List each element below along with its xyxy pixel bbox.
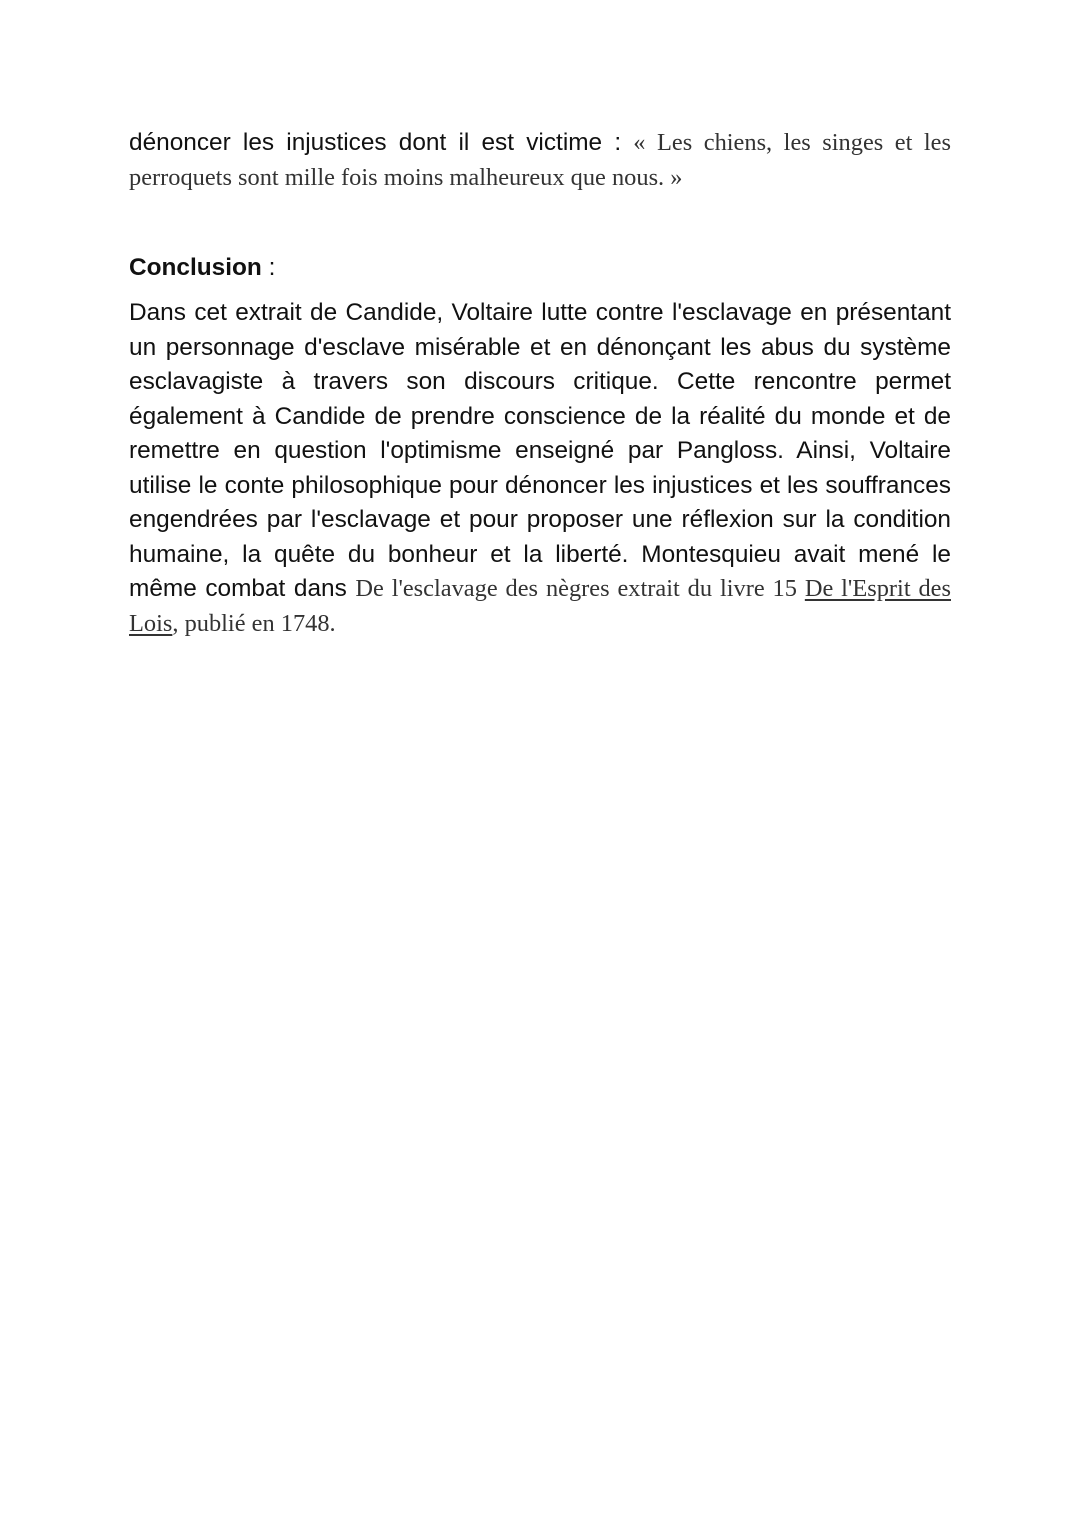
- quote-text: « Les chiens, les singes et les perroquets sont mille fois moins malheureux que nous. »: [129, 129, 951, 191]
- intro-paragraph: [129, 127, 951, 197]
- reference-end-text: , publié en 1748.: [172, 609, 336, 637]
- conclusion-heading: [129, 252, 275, 284]
- conclusion-heading-label: Conclusion: [129, 254, 262, 281]
- book-title: De l'Esprit des Lois: [129, 575, 951, 637]
- conclusion-paragraph: [129, 297, 951, 642]
- reference-text: De l'esclavage des nègres extrait du livre 15: [355, 575, 805, 602]
- conclusion-body-text: Dans cet extrait de Candide, Voltaire lutte contre l'esclavage en présentant un personnage d'esclave misérable et en dénonçant les abus du système esclavagiste à travers son discours critique. Cette rencontre permet également à Candide de prendre conscience de la réalité du monde et de remettre en question l'optimisme enseigné par Pangloss. Ainsi, Voltaire utilise le conte philosophique pour dénoncer les injustices et les souffrances engendrées par l'esclavage et pour proposer une réflexion sur la condition humaine, la quête du bonheur et la liberté. Montesquieu avait mené le même combat dans: [129, 299, 951, 602]
- intro-text: dénoncer les injustices dont il est victime :: [129, 129, 634, 156]
- conclusion-heading-suffix: :: [261, 254, 276, 281]
